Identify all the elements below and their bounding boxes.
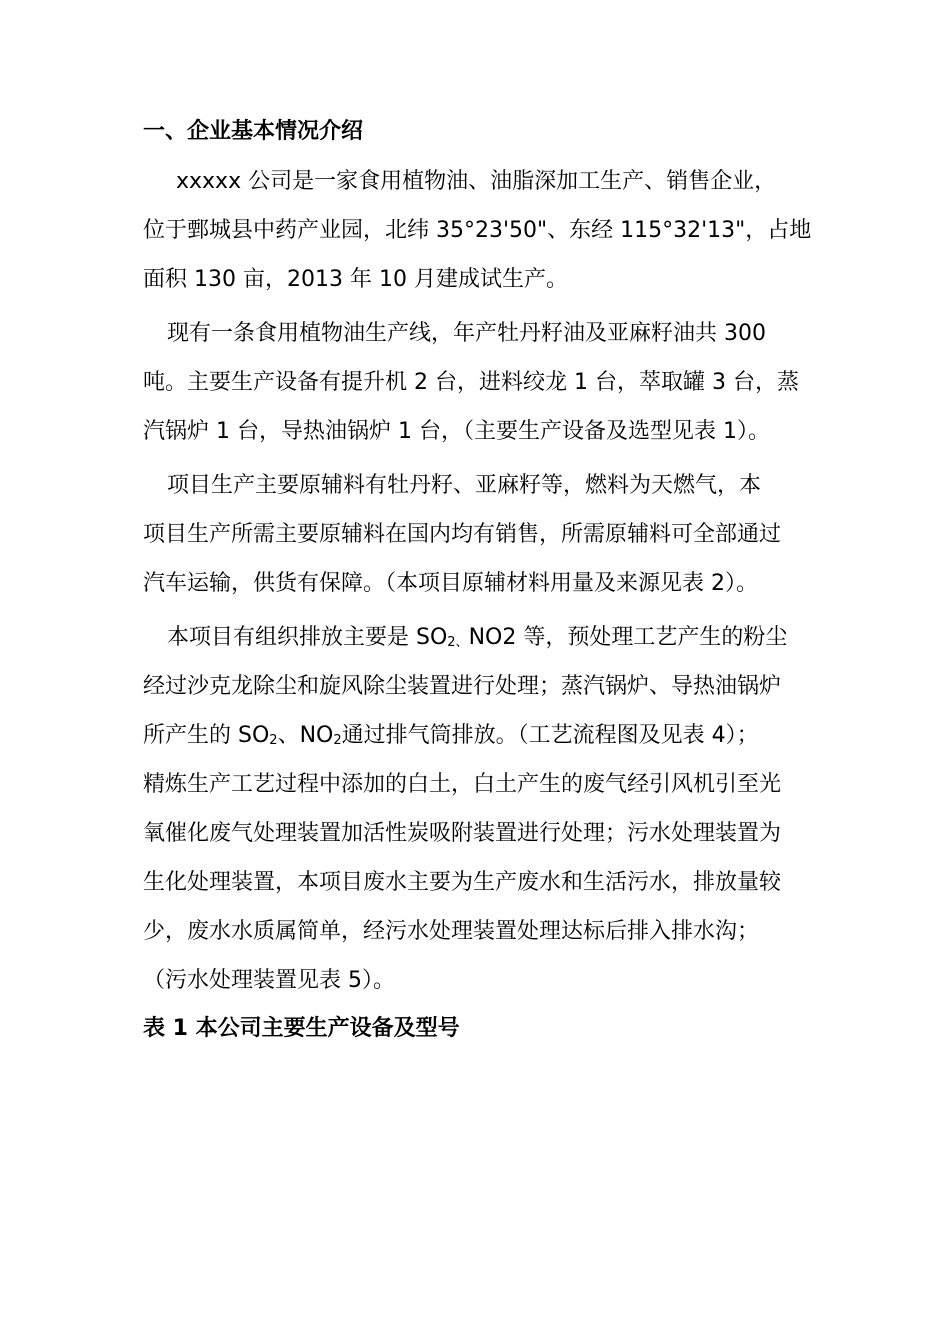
table-caption: 表 1 本公司主要生产设备及型号 <box>143 1016 460 1041</box>
para4-line1-sub: 2、 <box>447 635 469 650</box>
para3-line3: 汽车运输，供货有保障。（本项目原辅材料用量及来源见表 2）。 <box>143 571 758 596</box>
para4-line3-b: 、NO <box>277 723 334 748</box>
para4-line3-sub1: 2 <box>269 733 278 748</box>
para2-line3: 汽锅炉 1 台，导热油锅炉 1 台，（主要生产设备及选型见表 1）。 <box>143 419 770 444</box>
para3-line2: 项目生产所需主要原辅料在国内均有销售，所需原辅料可全部通过 <box>143 522 782 547</box>
para4-line3-a: 所产生的 SO <box>143 723 270 748</box>
para4-line4: 精炼生产工艺过程中添加的白土，白土产生的废气经引风机引至光 <box>143 772 782 797</box>
para4-line1 <box>143 613 853 662</box>
para1-line3: 面积 130 亩，2013 年 10 月建成试生产。 <box>143 267 568 292</box>
para4-line3 <box>143 711 853 760</box>
para4-line6: 生化处理装置，本项目废水主要为生产废水和生活污水，排放量较 <box>143 870 782 895</box>
para1-line2: 位于鄄城县中药产业园，北纬 35°23'50"、东经 115°32'13"，占地 <box>143 218 812 243</box>
paragraph-raw-materials <box>143 461 853 608</box>
paragraph-company-intro <box>143 157 853 304</box>
document-page <box>143 112 853 1049</box>
para4-line1-b: NO2 等，预处理工艺产生的粉尘 <box>468 625 788 650</box>
paragraph-production-line <box>143 309 853 456</box>
para4-line1-a: 本项目有组织排放主要是 SO <box>167 625 448 650</box>
para4-line5: 氧催化废气处理装置加活性炭吸附装置进行处理；污水处理装置为 <box>143 821 782 846</box>
paragraph-emissions <box>143 613 853 1005</box>
para4-line8: （污水处理装置见表 5）。 <box>143 968 395 993</box>
para2-line2: 吨。主要生产设备有提升机 2 台，进料绞龙 1 台，萃取罐 3 台，蒸 <box>143 370 799 395</box>
para2-line1: 现有一条食用植物油生产线，年产牡丹籽油及亚麻籽油共 300 <box>167 321 766 346</box>
para1-line1: xxxxx 公司是一家食用植物油、油脂深加工生产、销售企业， <box>176 169 777 194</box>
para4-line7: 少，废水水质属简单，经污水处理装置处理达标后排入排水沟； <box>143 919 760 944</box>
para4-line3-sub2: 2 <box>333 733 342 748</box>
para4-line2: 经过沙克龙除尘和旋风除尘装置进行处理；蒸汽锅炉、导热油锅炉 <box>143 674 782 699</box>
section-title: 一、企业基本情况介绍 <box>143 119 364 144</box>
para3-line1: 项目生产主要原辅料有牡丹籽、亚麻籽等，燃料为天燃气，本 <box>167 473 762 498</box>
para4-line3-c: 通过排气筒排放。（工艺流程图及见表 4）； <box>341 723 759 748</box>
